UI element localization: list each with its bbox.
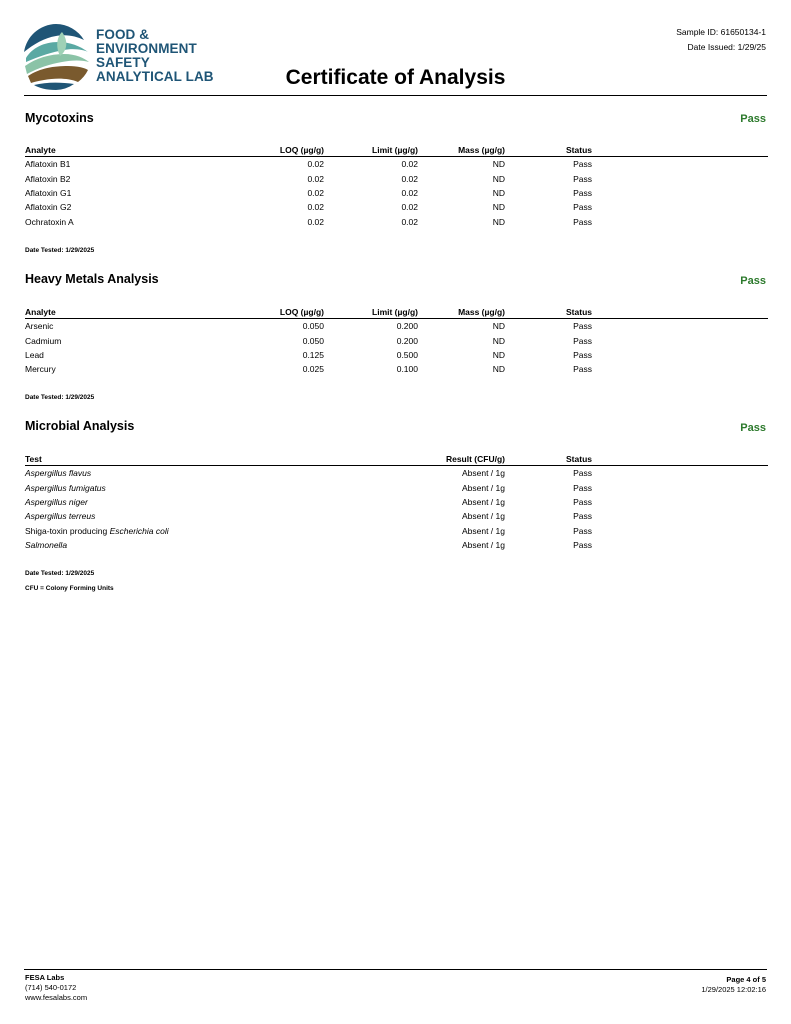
table-cell: Aflatoxin B1 bbox=[25, 159, 71, 170]
print-timestamp: 1/29/2025 12:02:16 bbox=[701, 985, 766, 994]
table-cell-spacer bbox=[592, 480, 768, 494]
website: www.fesalabs.com bbox=[25, 993, 88, 1002]
column-spacer bbox=[592, 142, 768, 157]
table-cell-spacer bbox=[592, 215, 768, 229]
organism-name: Aspergillus niger bbox=[25, 496, 88, 507]
table-cell bbox=[25, 538, 325, 552]
table-cell: ND bbox=[492, 364, 505, 375]
table-cell: 0.02 bbox=[401, 173, 418, 184]
table-cell: Pass bbox=[573, 482, 592, 493]
table-row bbox=[25, 171, 768, 185]
table-cell: ND bbox=[492, 321, 505, 332]
table-row bbox=[25, 200, 768, 214]
footer-divider bbox=[24, 969, 767, 970]
table-cell: Pass bbox=[573, 187, 592, 198]
table-cell-spacer bbox=[592, 509, 768, 523]
table-cell: Pass bbox=[573, 496, 592, 507]
table-cell: 0.02 bbox=[307, 202, 324, 213]
table-cell: ND bbox=[492, 335, 505, 346]
table-cell: Pass bbox=[573, 364, 592, 375]
section-title-heavy-metals: Heavy Metals Analysis bbox=[25, 272, 159, 286]
table-cell bbox=[25, 480, 325, 494]
organism-name: Aspergillus terreus bbox=[25, 511, 96, 522]
table-row bbox=[25, 362, 768, 376]
table-cell: 0.02 bbox=[401, 216, 418, 227]
table-cell-spacer bbox=[592, 319, 768, 334]
table-cell: 0.02 bbox=[307, 187, 324, 198]
table-cell: Absent / 1g bbox=[461, 525, 505, 536]
table-header-row bbox=[25, 142, 768, 157]
table-cell: Pass bbox=[573, 173, 592, 184]
table-cell: Mercury bbox=[25, 364, 56, 375]
footer-page-info bbox=[701, 975, 766, 995]
table-cell bbox=[25, 524, 325, 538]
heavy-metals-table bbox=[25, 304, 768, 377]
footer-contact bbox=[25, 973, 87, 1003]
table-row bbox=[25, 186, 768, 200]
column-header: Mass (µg/g) bbox=[418, 304, 505, 319]
column-header: Analyte bbox=[25, 142, 244, 157]
table-cell: 0.200 bbox=[396, 335, 418, 346]
table-cell-spacer bbox=[592, 333, 768, 347]
table-cell: Pass bbox=[573, 159, 592, 170]
column-header: Status bbox=[505, 142, 592, 157]
table-cell bbox=[25, 509, 325, 523]
table-row bbox=[25, 538, 768, 552]
column-header: Mass (µg/g) bbox=[418, 142, 505, 157]
mycotoxins-table bbox=[25, 142, 768, 229]
column-header: Status bbox=[505, 451, 592, 466]
table-row bbox=[25, 319, 768, 334]
logo-line: ENVIRONMENT bbox=[96, 41, 197, 56]
column-header: LOQ (µg/g) bbox=[244, 304, 324, 319]
table-cell-spacer bbox=[592, 466, 768, 481]
table-header-row bbox=[25, 304, 768, 319]
table-cell: Pass bbox=[573, 321, 592, 332]
table-cell: Pass bbox=[573, 349, 592, 360]
logo-line: SAFETY bbox=[96, 55, 150, 70]
table-cell: 0.02 bbox=[307, 216, 324, 227]
table-row bbox=[25, 157, 768, 172]
column-header: LOQ (µg/g) bbox=[244, 142, 324, 157]
table-cell: ND bbox=[492, 187, 505, 198]
date-issued: Date Issued: 1/29/25 bbox=[687, 42, 766, 52]
table-cell: Absent / 1g bbox=[461, 468, 505, 479]
table-cell: ND bbox=[492, 173, 505, 184]
page-title-text: Certificate of Analysis bbox=[285, 66, 506, 89]
header-divider bbox=[24, 95, 767, 96]
section-status-heavy-metals: Pass bbox=[740, 275, 766, 287]
table-cell-spacer bbox=[592, 495, 768, 509]
date-tested-heavy-metals: Date Tested: 1/29/2025 bbox=[25, 394, 95, 401]
table-cell: 0.02 bbox=[307, 173, 324, 184]
table-cell-spacer bbox=[592, 186, 768, 200]
table-cell-spacer bbox=[592, 171, 768, 185]
column-header: Limit (µg/g) bbox=[324, 142, 418, 157]
table-cell-spacer bbox=[592, 157, 768, 172]
table-cell-spacer bbox=[592, 348, 768, 362]
cfu-footnote: CFU = Colony Forming Units bbox=[25, 585, 114, 592]
table-cell: Pass bbox=[573, 468, 592, 479]
table-cell: 0.050 bbox=[302, 321, 324, 332]
date-tested-mycotoxins: Date Tested: 1/29/2025 bbox=[25, 247, 95, 254]
table-row bbox=[25, 333, 768, 347]
table-cell: ND bbox=[492, 216, 505, 227]
organism-name: Salmonella bbox=[25, 540, 68, 551]
column-spacer bbox=[592, 451, 768, 466]
column-spacer bbox=[592, 304, 768, 319]
logo-line: FOOD & bbox=[96, 27, 150, 42]
test-prefix: Shiga-toxin producing bbox=[25, 525, 110, 536]
table-cell-spacer bbox=[592, 362, 768, 376]
table-cell: Arsenic bbox=[25, 321, 54, 332]
table-cell: Absent / 1g bbox=[461, 496, 505, 507]
table-cell: 0.025 bbox=[302, 364, 324, 375]
table-cell: 0.02 bbox=[401, 187, 418, 198]
section-status-microbial: Pass bbox=[740, 422, 766, 434]
column-header: Analyte bbox=[25, 304, 244, 319]
table-cell-spacer bbox=[592, 524, 768, 538]
table-cell: Pass bbox=[573, 525, 592, 536]
company-name: FESA Labs bbox=[25, 973, 65, 982]
table-row bbox=[25, 509, 768, 523]
table-cell: Pass bbox=[573, 511, 592, 522]
table-cell: ND bbox=[492, 202, 505, 213]
table-cell: 0.500 bbox=[396, 349, 418, 360]
logo-line: ANALYTICAL LAB bbox=[96, 69, 214, 84]
microbial-table bbox=[25, 451, 768, 552]
table-cell: Pass bbox=[573, 216, 592, 227]
table-cell: 0.02 bbox=[307, 159, 324, 170]
table-cell: 0.02 bbox=[401, 202, 418, 213]
organism-name: Aspergillus fumigatus bbox=[25, 482, 106, 493]
table-cell: 0.100 bbox=[396, 364, 418, 375]
table-row bbox=[25, 215, 768, 229]
phone-number: (714) 540-0172 bbox=[25, 983, 77, 992]
table-cell: ND bbox=[492, 349, 505, 360]
table-cell: Pass bbox=[573, 335, 592, 346]
column-header: Test bbox=[25, 451, 325, 466]
page-number: Page 4 of 5 bbox=[726, 975, 766, 984]
table-cell: Absent / 1g bbox=[461, 540, 505, 551]
table-cell: Aflatoxin G1 bbox=[25, 187, 72, 198]
section-title-mycotoxins: Mycotoxins bbox=[25, 111, 94, 125]
column-header: Status bbox=[505, 304, 592, 319]
date-tested-microbial: Date Tested: 1/29/2025 bbox=[25, 570, 95, 577]
table-cell: Cadmium bbox=[25, 335, 62, 346]
table-cell-spacer bbox=[592, 538, 768, 552]
section-title-microbial: Microbial Analysis bbox=[25, 419, 135, 433]
table-cell: Absent / 1g bbox=[461, 482, 505, 493]
table-row bbox=[25, 524, 768, 538]
table-cell: 0.125 bbox=[302, 349, 324, 360]
table-cell bbox=[25, 466, 325, 481]
table-cell-spacer bbox=[592, 200, 768, 214]
header-meta bbox=[676, 25, 766, 55]
table-row bbox=[25, 466, 768, 481]
table-cell: ND bbox=[492, 159, 505, 170]
table-cell: 0.050 bbox=[302, 335, 324, 346]
sample-id: Sample ID: 61650134-1 bbox=[676, 27, 766, 37]
table-cell: Ochratoxin A bbox=[25, 216, 74, 227]
table-header-row bbox=[25, 451, 768, 466]
table-row bbox=[25, 480, 768, 494]
table-cell: Lead bbox=[25, 349, 44, 360]
table-cell: Absent / 1g bbox=[461, 511, 505, 522]
page-title bbox=[0, 66, 791, 90]
table-cell: Aflatoxin G2 bbox=[25, 202, 72, 213]
table-row bbox=[25, 495, 768, 509]
organism-name: Escherichia coli bbox=[109, 525, 169, 536]
section-status-mycotoxins: Pass bbox=[740, 113, 766, 125]
table-cell: Aflatoxin B2 bbox=[25, 173, 71, 184]
table-cell: Pass bbox=[573, 202, 592, 213]
column-header: Result (CFU/g) bbox=[325, 451, 505, 466]
table-cell: 0.02 bbox=[401, 159, 418, 170]
organism-name: Aspergillus flavus bbox=[25, 468, 92, 479]
column-header: Limit (µg/g) bbox=[324, 304, 418, 319]
table-row bbox=[25, 348, 768, 362]
table-cell bbox=[25, 495, 325, 509]
table-cell: 0.200 bbox=[396, 321, 418, 332]
table-cell: Pass bbox=[573, 540, 592, 551]
